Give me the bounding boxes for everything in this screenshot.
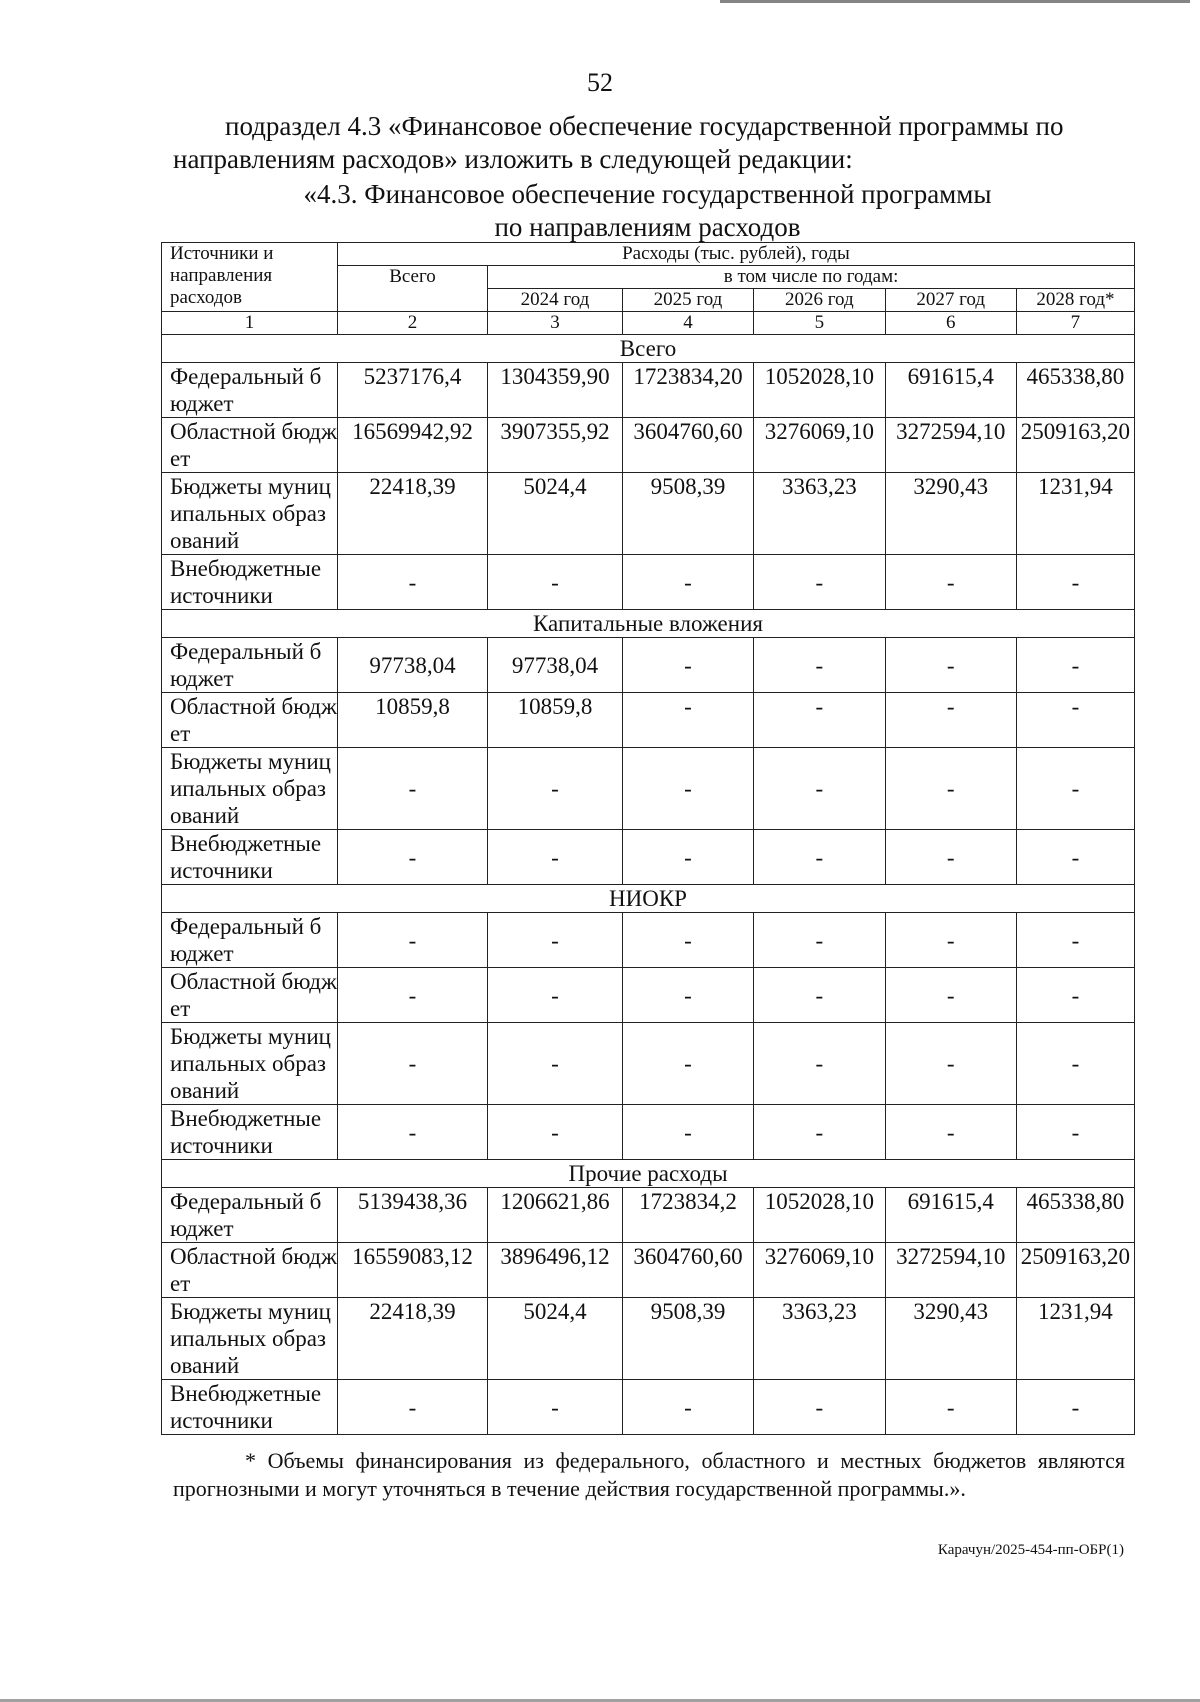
row-label: Бюджеты муниципальных образований bbox=[162, 473, 338, 555]
table-cell: 5024,4 bbox=[488, 1298, 623, 1380]
table-row bbox=[162, 968, 1135, 1023]
table-row bbox=[162, 913, 1135, 968]
table-cell: 16569942,92 bbox=[337, 418, 487, 473]
table-cell: - bbox=[754, 1380, 885, 1435]
row-label: Бюджеты муниципальных образований bbox=[162, 1298, 338, 1380]
table-cell: - bbox=[622, 968, 753, 1023]
table-cell: - bbox=[337, 1380, 487, 1435]
row-label: Бюджеты муниципальных образований bbox=[162, 1023, 338, 1105]
table-cell: 691615,4 bbox=[885, 363, 1016, 418]
table-row bbox=[162, 473, 1135, 555]
table-cell: 3907355,92 bbox=[488, 418, 623, 473]
row-label: Бюджеты муниципальных образований bbox=[162, 748, 338, 830]
table-cell: 3363,23 bbox=[754, 473, 885, 555]
table-cell: - bbox=[337, 913, 487, 968]
table-cell: - bbox=[754, 968, 885, 1023]
table-cell: 97738,04 bbox=[337, 638, 487, 693]
section-title: НИОКР bbox=[162, 885, 1135, 913]
table-cell: - bbox=[337, 830, 487, 885]
table-cell: - bbox=[488, 968, 623, 1023]
column-number: 4 bbox=[622, 312, 753, 335]
table-cell: - bbox=[1016, 1380, 1134, 1435]
table-row bbox=[162, 555, 1135, 610]
table-cell: 22418,39 bbox=[337, 473, 487, 555]
financing-table bbox=[161, 242, 1135, 1435]
page-number: 52 bbox=[587, 68, 613, 97]
table-cell: - bbox=[885, 748, 1016, 830]
table-row bbox=[162, 1298, 1135, 1380]
column-number: 5 bbox=[754, 312, 885, 335]
table-cell: - bbox=[622, 638, 753, 693]
table-cell: 3272594,10 bbox=[885, 1243, 1016, 1298]
row-label: Внебюджетные источники bbox=[162, 830, 338, 885]
table-row bbox=[162, 748, 1135, 830]
header-row-1 bbox=[162, 243, 1135, 266]
table-cell: 3604760,60 bbox=[622, 1243, 753, 1298]
header-year: 2027 год bbox=[885, 289, 1016, 312]
table-cell: - bbox=[337, 1023, 487, 1105]
table-cell: 3276069,10 bbox=[754, 1243, 885, 1298]
table-cell: - bbox=[1016, 693, 1134, 748]
table-cell: - bbox=[622, 830, 753, 885]
header-by-years: в том числе по годам: bbox=[488, 266, 1135, 289]
table-cell: 10859,8 bbox=[488, 693, 623, 748]
section-title: Прочие расходы bbox=[162, 1160, 1135, 1188]
column-number: 1 bbox=[162, 312, 338, 335]
table-cell: - bbox=[754, 1023, 885, 1105]
table-cell: 3290,43 bbox=[885, 473, 1016, 555]
table-cell: 2509163,20 bbox=[1016, 418, 1134, 473]
header-expenses: Расходы (тыс. рублей), годы bbox=[337, 243, 1134, 266]
row-label: Внебюджетные источники bbox=[162, 555, 338, 610]
row-label: Внебюджетные источники bbox=[162, 1105, 338, 1160]
table-cell: - bbox=[885, 638, 1016, 693]
header-total: Всего bbox=[337, 266, 487, 312]
table-cell: 1052028,10 bbox=[754, 363, 885, 418]
table-cell: - bbox=[754, 555, 885, 610]
table-cell: 9508,39 bbox=[622, 473, 753, 555]
table-cell: - bbox=[622, 1105, 753, 1160]
table-cell: - bbox=[1016, 1105, 1134, 1160]
table-cell: - bbox=[754, 748, 885, 830]
table-row bbox=[162, 1380, 1135, 1435]
table-row bbox=[162, 1188, 1135, 1243]
table-cell: - bbox=[488, 1105, 623, 1160]
table-cell: - bbox=[337, 555, 487, 610]
header-year: 2028 год* bbox=[1016, 289, 1134, 312]
section-title-line-2: по направлениям расходов bbox=[494, 212, 801, 242]
intro-paragraph: подраздел 4.3 «Финансовое обеспечение государственной программы по направлениям расходов» изложить в следующей редакции: bbox=[173, 111, 1064, 174]
table-cell: 465338,80 bbox=[1016, 1188, 1134, 1243]
table-cell: 1723834,2 bbox=[622, 1188, 753, 1243]
table-cell: - bbox=[622, 693, 753, 748]
table-cell: 691615,4 bbox=[885, 1188, 1016, 1243]
table-cell: - bbox=[622, 913, 753, 968]
table-cell: 1231,94 bbox=[1016, 1298, 1134, 1380]
table-cell: 9508,39 bbox=[622, 1298, 753, 1380]
table-cell: - bbox=[754, 830, 885, 885]
row-label: Федеральный бюджет bbox=[162, 913, 338, 968]
table-cell: 465338,80 bbox=[1016, 363, 1134, 418]
table-cell: - bbox=[885, 1023, 1016, 1105]
document-reference: Карачун/2025-454-пп-ОБР(1) bbox=[937, 1542, 1124, 1558]
section-header-row bbox=[162, 885, 1135, 913]
table-cell: - bbox=[1016, 555, 1134, 610]
table-cell: - bbox=[622, 555, 753, 610]
table-cell: - bbox=[885, 913, 1016, 968]
table-cell: 5139438,36 bbox=[337, 1188, 487, 1243]
table-cell: - bbox=[488, 913, 623, 968]
table-cell: - bbox=[885, 968, 1016, 1023]
column-number: 3 bbox=[488, 312, 623, 335]
column-numbers-row bbox=[162, 312, 1135, 335]
table-cell: 16559083,12 bbox=[337, 1243, 487, 1298]
table-cell: - bbox=[622, 1380, 753, 1435]
table-cell: - bbox=[754, 693, 885, 748]
table-cell: - bbox=[754, 1105, 885, 1160]
table-cell: 1723834,20 bbox=[622, 363, 753, 418]
table-cell: - bbox=[1016, 748, 1134, 830]
header-year: 2024 год bbox=[488, 289, 623, 312]
footnote: * Объемы финансирования из федерального, областного и местных бюджетов являются прогнозными и могут уточняться в течение действия государственной программы.». bbox=[173, 1448, 1125, 1501]
table-cell: - bbox=[885, 830, 1016, 885]
table-cell: - bbox=[337, 748, 487, 830]
table-cell: - bbox=[885, 693, 1016, 748]
column-number: 7 bbox=[1016, 312, 1134, 335]
table-cell: - bbox=[337, 968, 487, 1023]
header-year: 2025 год bbox=[622, 289, 753, 312]
scan-edge-top bbox=[720, 0, 1190, 3]
table-cell: - bbox=[1016, 830, 1134, 885]
table-cell: 10859,8 bbox=[337, 693, 487, 748]
table-cell: - bbox=[488, 830, 623, 885]
section-title: Всего bbox=[162, 335, 1135, 363]
table-cell: - bbox=[488, 1023, 623, 1105]
row-label: Областной бюджет bbox=[162, 968, 338, 1023]
row-label: Областной бюджет bbox=[162, 418, 338, 473]
table-cell: - bbox=[885, 1380, 1016, 1435]
row-label: Федеральный бюджет bbox=[162, 363, 338, 418]
table-cell: - bbox=[885, 555, 1016, 610]
section-header-row bbox=[162, 335, 1135, 363]
table-cell: 5237176,4 bbox=[337, 363, 487, 418]
table-cell: - bbox=[622, 748, 753, 830]
table-cell: - bbox=[1016, 638, 1134, 693]
table-cell: - bbox=[337, 1105, 487, 1160]
table-cell: - bbox=[1016, 913, 1134, 968]
column-number: 6 bbox=[885, 312, 1016, 335]
table-row bbox=[162, 1023, 1135, 1105]
section-title: Капитальные вложения bbox=[162, 610, 1135, 638]
table-cell: - bbox=[488, 1380, 623, 1435]
table-row bbox=[162, 363, 1135, 418]
table-row bbox=[162, 693, 1135, 748]
table-cell: 5024,4 bbox=[488, 473, 623, 555]
table-cell: 1206621,86 bbox=[488, 1188, 623, 1243]
table-cell: 3604760,60 bbox=[622, 418, 753, 473]
table-cell: 97738,04 bbox=[488, 638, 623, 693]
table-row bbox=[162, 830, 1135, 885]
table-cell: - bbox=[1016, 1023, 1134, 1105]
table-cell: - bbox=[488, 748, 623, 830]
row-label: Внебюджетные источники bbox=[162, 1380, 338, 1435]
table-cell: 22418,39 bbox=[337, 1298, 487, 1380]
table-row bbox=[162, 1105, 1135, 1160]
table-cell: - bbox=[488, 555, 623, 610]
table-cell: 3363,23 bbox=[754, 1298, 885, 1380]
row-label: Областной бюджет bbox=[162, 693, 338, 748]
table-row bbox=[162, 638, 1135, 693]
table-cell: - bbox=[754, 913, 885, 968]
column-number: 2 bbox=[337, 312, 487, 335]
table-cell: - bbox=[1016, 968, 1134, 1023]
section-header-row bbox=[162, 1160, 1135, 1188]
table-row bbox=[162, 418, 1135, 473]
section-title-line-1: «4.3. Финансовое обеспечение государственной программы bbox=[303, 179, 992, 209]
table-cell: 1231,94 bbox=[1016, 473, 1134, 555]
section-header-row bbox=[162, 610, 1135, 638]
table-cell: 3276069,10 bbox=[754, 418, 885, 473]
table-cell: 1052028,10 bbox=[754, 1188, 885, 1243]
table-cell: 2509163,20 bbox=[1016, 1243, 1134, 1298]
row-label: Областной бюджет bbox=[162, 1243, 338, 1298]
table-cell: - bbox=[754, 638, 885, 693]
table-cell: - bbox=[622, 1023, 753, 1105]
header-sources: Источники и направления расходов bbox=[162, 243, 338, 312]
table-cell: 3272594,10 bbox=[885, 418, 1016, 473]
table-cell: 3896496,12 bbox=[488, 1243, 623, 1298]
table-cell: - bbox=[885, 1105, 1016, 1160]
header-year: 2026 год bbox=[754, 289, 885, 312]
row-label: Федеральный бюджет bbox=[162, 638, 338, 693]
table-cell: 3290,43 bbox=[885, 1298, 1016, 1380]
table-row bbox=[162, 1243, 1135, 1298]
table-cell: 1304359,90 bbox=[488, 363, 623, 418]
row-label: Федеральный бюджет bbox=[162, 1188, 338, 1243]
